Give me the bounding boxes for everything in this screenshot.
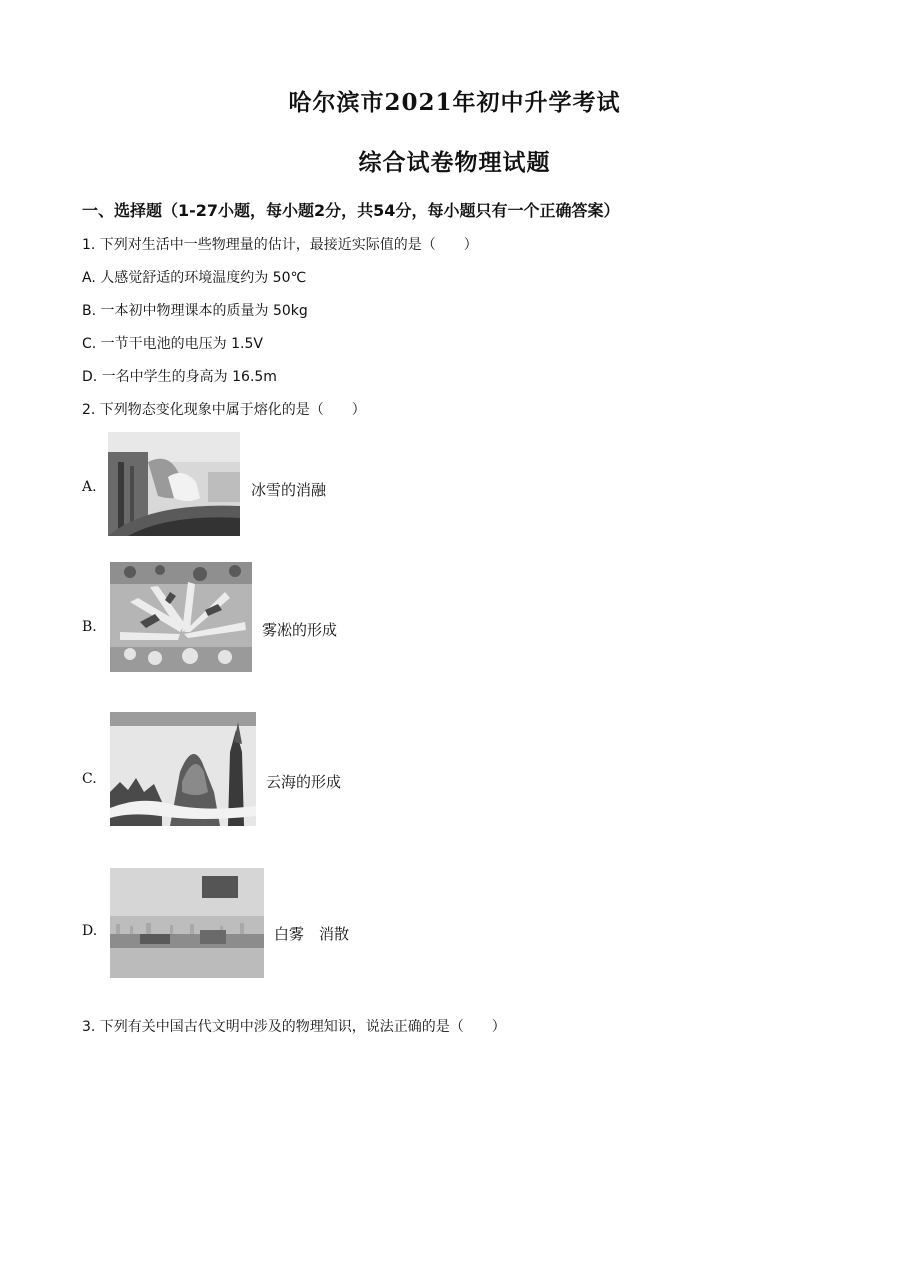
cloud-sea-photo [110,712,256,826]
white-fog-photo [110,868,264,978]
question-1-option-d: D. 一名中学生的身高为 16.5m [82,369,277,385]
question-1-option-a: A. 人感觉舒适的环境温度约为 50℃ [82,270,307,286]
section-heading: 一、选择题（1-27小题，每小题2分，共54分，每小题只有一个正确答案） [82,201,620,220]
option-c-caption: 云海的形成 [266,773,342,791]
option-b-caption: 雾凇的形成 [262,621,338,639]
melting-snow-photo [108,432,240,536]
question-1-option-c: C. 一节干电池的电压为 1.5V [82,336,263,352]
option-c-letter: C. [82,771,97,787]
question-1-stem: 1. 下列对生活中一些物理量的估计，最接近实际值的是（ ） [82,237,478,253]
page-title: 哈尔滨市2021年初中升学考试 [288,89,621,116]
rime-photo [110,562,252,672]
option-d-caption: 白雾 消散 [274,925,350,943]
question-3-stem: 3. 下列有关中国古代文明中涉及的物理知识，说法正确的是（ ） [82,1019,506,1035]
page-subtitle: 综合试卷物理试题 [358,149,551,176]
option-b-letter: B. [82,619,97,635]
option-a-caption: 冰雪的消融 [251,481,327,499]
option-a-letter: A. [82,479,97,495]
option-d-letter: D. [82,923,98,939]
question-2-stem: 2. 下列物态变化现象中属于熔化的是（ ） [82,402,366,418]
question-1-option-b: B. 一本初中物理课本的质量为 50kg [82,303,308,319]
